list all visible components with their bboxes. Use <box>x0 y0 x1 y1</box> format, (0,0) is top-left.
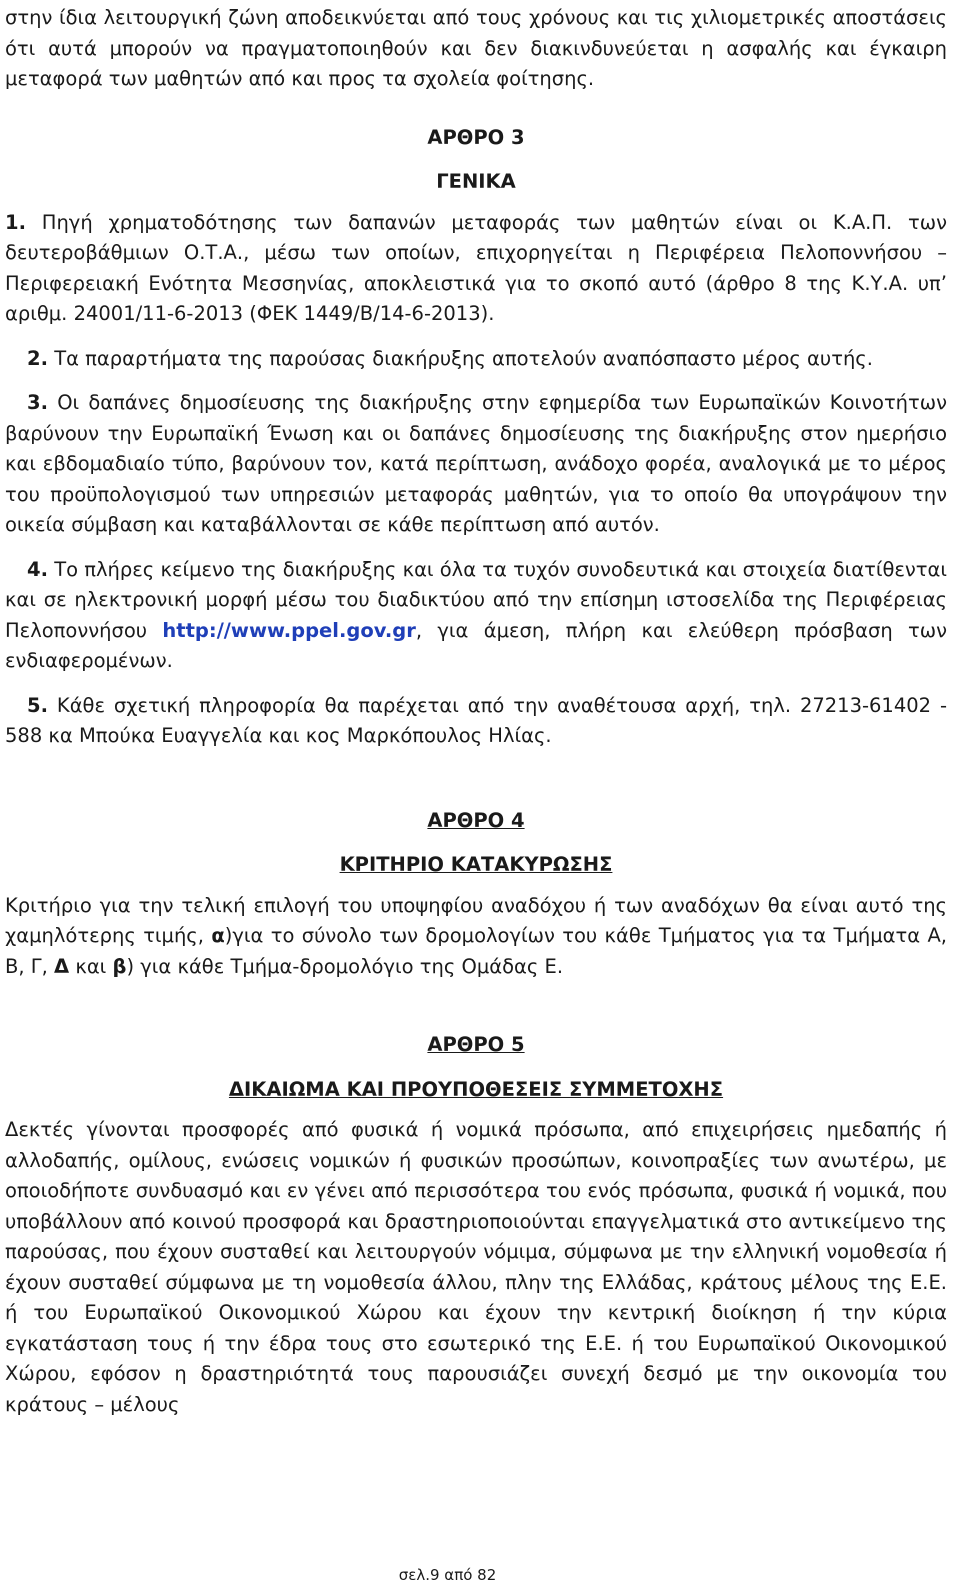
item-number: 2. <box>27 346 48 370</box>
text-segment: Κριτήριο για την τελική επιλογή του υποψηφίου αναδόχου ή των αναδόχων θα είναι αυτό της χαμηλότερης τιμής, <box>5 893 947 947</box>
article-5-title: ΑΡΘΡΟ 5 <box>427 1033 525 1056</box>
article-4-paragraph <box>5 891 947 983</box>
article-3-item-1 <box>5 208 947 330</box>
article-4-title: ΑΡΘΡΟ 4 <box>427 808 525 832</box>
item-text-after: , για άμεση, πλήρη και ελεύθερη πρόσβαση των ενδιαφερομένων. <box>5 618 947 672</box>
item-number: 4. <box>27 557 48 581</box>
article-5-subtitle: ΔΙΚΑΙΩΜΑ ΚΑΙ ΠΡΟΥΠΟΘΕΣΕΙΣ ΣΥΜΜΕΤΟΧΗΣ <box>228 1077 724 1101</box>
intro-paragraph: στην ίδια λειτουργική ζώνη αποδεικνύεται από τους χρόνους και τις χιλιομετρικές αποστάσεις ότι αυτά μπορούν να πραγματοποιηθούν και δεν διακινδυνεύεται η ασφαλής και έγκαιρη μεταφορά των μαθητών από και προς τα σχολεία φοίτησης. <box>5 6 947 90</box>
text-segment: και <box>69 954 113 978</box>
item-text: Το πλήρες κείμενο της διακήρυξης και όλα τα τυχόν συνοδευτικά και στοιχεία διατίθενται και σε ηλεκτρονική μορφή μέσω του διαδικτύου από την επίσημη ιστοσελίδα της Περιφέρειας Πελοποννήσου <box>5 557 948 642</box>
article-3-item-2 <box>5 344 947 375</box>
item-number: 3. <box>27 391 48 414</box>
item-text: Πηγή χρηματοδότησης των δαπανών μεταφοράς των μαθητών είναι οι Κ.Α.Π. των δευτεροβάθμιων Ο.Τ.Α., μέσω των οποίων, επιχορηγείται η Περιφέρεια Πελοποννήσου – Περιφερειακή Ενότητα Μεσσηνίας, αποκλειστικά για το σκοπό αυτό (άρθρο 8 της Κ.Υ.Α. υπ’ αριθμ. 24001/11-6-2013 (ΦΕΚ 1449/Β/14-6-2013). <box>5 210 947 325</box>
item-text: Κάθε σχετική πληροφορία θα παρέχεται από την αναθέτουσα αρχή, τηλ. 27213-61402 - 588 κα Μπούκα Ευαγγελία και κος Μαρκόπουλος Ηλίας. <box>5 693 948 747</box>
article-4-subtitle: ΚΡΙΤΗΡΙΟ ΚΑΤΑΚΥΡΩΣΗΣ <box>339 853 613 876</box>
item-text: Οι δαπάνες δημοσίευσης της διακήρυξης στην εφημερίδα των Ευρωπαϊκών Κοινοτήτων βαρύνουν την Ευρωπαϊκή Ένωση και οι δαπάνες δημοσίευσης της διακήρυξης στον ημερήσιο και εβδομαδιαίο τύπο, βαρύνουν τον, κατά περίπτωση, ανάδοχο φορέα, αναλογικά με το μέρος του προϋπολογισμού των υπηρεσιών μεταφοράς μαθητών, για το οποίο θα υπογράψουν την οικεία σύμβαση και καταβάλλονται σε κάθε περίπτωση από αυτόν. <box>5 391 948 536</box>
item-number: 5. <box>27 693 48 717</box>
article-3-subtitle: ΓΕΝΙΚΑ <box>436 170 516 193</box>
marker-delta: Δ <box>54 954 70 978</box>
page-number-footer: σελ.9 από 82 <box>398 1566 497 1584</box>
marker-b: β <box>112 954 127 978</box>
text-segment: )για το σύνολο των δρομολογίων του κάθε Τμήματος για τα Τμήματα Α, Β, Γ, <box>5 924 947 978</box>
article-3-item-5 <box>5 691 947 752</box>
article-3-item-4 <box>5 555 947 677</box>
article-5-paragraph: Δεκτές γίνονται προσφορές από φυσικά ή νομικά πρόσωπα, από επιχειρήσεις ημεδαπής ή αλλοδαπής, ομίλους, ενώσεις νομικών ή φυσικών προσώπων, κοινοπραξίες των ανωτέρω, με οποιοδήποτε συνδυασμό και εν γένει από περισσότερα του ενός πρόσωπα, φυσικά ή νομικά, που υποβάλλουν από κοινού προσφορά και δραστηριοποιούνται επαγγελματικά στο αντικείμενο της παρούσας, που έχουν συσταθεί και λειτουργούν νόμιμα, σύμφωνα με την ελληνική νομοθεσία ή έχουν συσταθεί σύμφωνα με τη νομοθεσία άλλου, πλην της Ελλάδας, κράτους μέλους της Ε.Ε. ή του Ευρωπαϊκού Οικονομικού Χώρου και έχουν την κεντρική διοίκηση ή την κύρια εγκατάσταση τους ή την έδρα τους στο εσωτερικό της Ε.Ε. ή του Ευρωπαϊκού Οικονομικού Χώρου, εφόσον η δραστηριότητά τους παρουσιάζει συνεχή δεσμό με την οικονομία του κράτους – μέλους <box>5 1118 947 1416</box>
article-3-title: ΑΡΘΡΟ 3 <box>427 125 525 149</box>
document-body <box>5 3 947 1420</box>
item-text: Τα παραρτήματα της παρούσας διακήρυξης αποτελούν αναπόσπαστο μέρος αυτής. <box>54 346 873 370</box>
text-segment: ) για κάθε Τμήμα-δρομολόγιο της Ομάδας Ε. <box>126 954 564 978</box>
marker-a: α <box>211 924 225 947</box>
ppel-website-link[interactable]: http://www.ppel.gov.gr <box>162 618 416 642</box>
item-number: 1. <box>5 210 26 234</box>
article-3-item-3 <box>5 388 947 541</box>
